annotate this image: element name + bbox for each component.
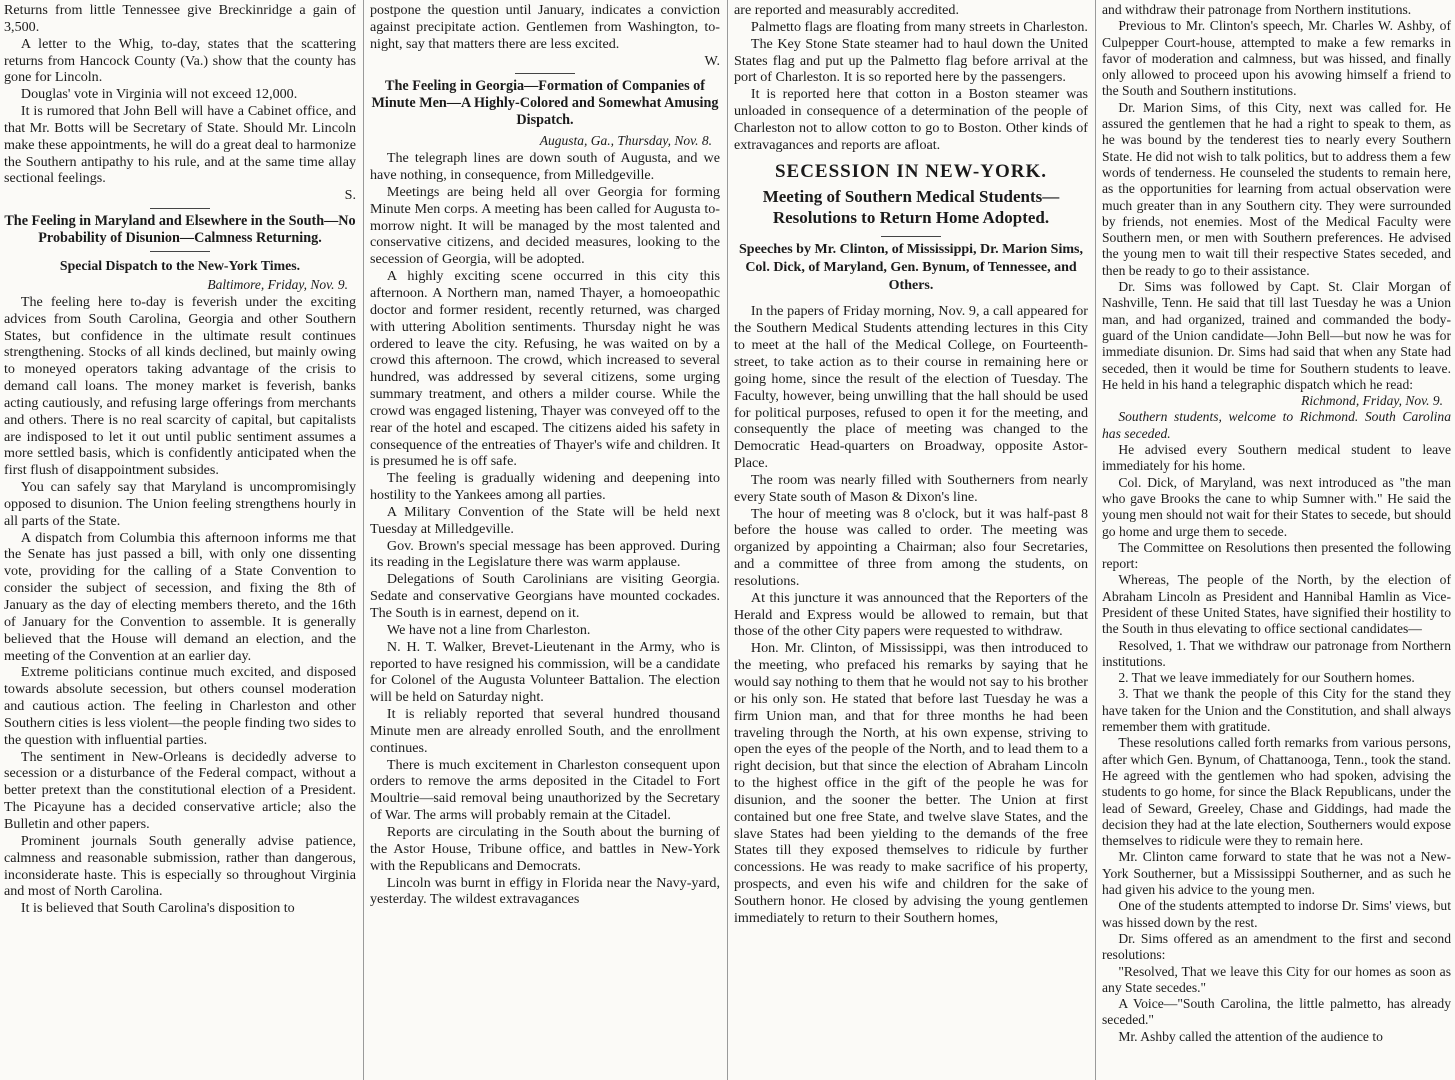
article-paragraph: Extreme politicians continue much excited, and disposed towards absolute secession, but others counsel moderation and cautious action. The feeling in Charleston and other Southern cities is less violent—the people finding two sides to the question with influential parties. (4, 664, 356, 748)
article-paragraph: 3. That we thank the people of this City for the stand they have taken for the Union and the Constitution, and shall always remember them with gratitude. (1102, 686, 1451, 735)
column-divider (727, 0, 728, 1080)
article-paragraph: A Military Convention of the State will be held next Tuesday at Milledgeville. (370, 503, 720, 537)
article-paragraph: The feeling here to-day is feverish under the exciting advices from South Carolina, Georgia and other Southern States, but confidence in the ultimate result continues strengthening. Stocks of all kinds declined, but mainly owing to moneyed operators taking advantage of the crisis to demand call loans. The money market is feverish, banks acting cautiously, and refusing large offerings from merchants and others. There is no real scarcity of capital, but capitalists are indisposed to let it out until public sentiment assumes a more settled basis, which is confidently anticipated when the first flush of disappointment subsides. (4, 293, 356, 479)
article-paragraph: It is rumored that John Bell will have a Cabinet office, and that Mr. Botts will be Secretary of State. Should Mr. Lincoln make these appointments, he will do a great deal to harmonize the Southern antipathy to his rule, and at the same time allay sectional feelings. (4, 103, 356, 187)
article-paragraph: The hour of meeting was 8 o'clock, but it was half-past 8 before the house was called to order. The meeting was organized by appointing a Chairman; also four Secretaries, and a committee of three from among the students, on resolutions. (734, 505, 1088, 589)
article-paragraph: Lincoln was burnt in effigy in Florida near the Navy-yard, yesterday. The wildest extravagances (370, 874, 720, 908)
article-paragraph: The feeling is gradually widening and deepening into hostility to the Yankees among all parties. (370, 470, 720, 504)
article-paragraph: Dr. Marion Sims, of this City, next was called for. He assured the gentlemen that he had a right to speak to them, as he was bound by the tenderest ties to nearly every Southern State. He did not wish to talk politics, but to address them a few words of tenderness. He counseled the students to remain here, as the opportunities for learning from actual observation were much greater than in any Southern city. They were surrounded by friends, not enemies. Most of the Medical Faculty were Southern men, or men with Southern preferences. He advised the young men to wait till their respective States seceded, and then be ready to go to their assistance. (1102, 99, 1451, 278)
article-paragraph: A dispatch from Columbia this afternoon informs me that the Senate has just passed a bill, with only one dissenting vote, providing for the calling of a State Convention to consider the subject of secession, and fixing the 8th of January as the day of electing members thereto, and the 16th of January for the Convention to assemble. It is generally believed that the House will demand an election, and the meeting of the Convention at an earlier day. (4, 529, 356, 664)
article-paragraph: Prominent journals South generally advise patience, calmness and reasonable submission, rather than dangerous, inconsiderate haste. This is especially so throughout Virginia and most of North Carolina. (4, 832, 356, 900)
article-paragraph: Returns from little Tennessee give Breckinridge a gain of 3,500. (4, 2, 356, 35)
article-paragraph: It is reported here that cotton in a Boston steamer was unloaded in consequence of a determination of the people of Charleston not to allow cotton to go to Boston. Other kinds of extravagances and reports are afloat. (734, 86, 1088, 153)
article-subheading: Special Dispatch to the New-York Times. (59, 258, 301, 274)
article-paragraph: Delegations of South Carolinians are visiting Georgia. Sedate and conservative Georgians have mounted cockades. The South is in earnest, depend on it. (370, 571, 720, 621)
section-rule (150, 208, 210, 209)
article-paragraph: A highly exciting scene occurred in this city this afternoon. A Northern man, named Thayer, a homoeopathic doctor and former resident, recently returned, was charged with uttering Abolition sentiments. Thursday night he was ordered to leave the city. Refusing, he was waited on by a crowd this afternoon. The crowd, which increased to several hundred, was addressed by several citizens, some urging summary treatment, and others a milder course. While the crowd was engaged listening, Thayer was conveyed off to the rear of the hotel and escaped. The citizens aided his safety in consequence of the entreaties of Thayer's wife and children. It is presumed he is off safe. (370, 268, 720, 470)
correspondent-signature: W. (704, 52, 720, 69)
correspondent-signature: S. (344, 187, 356, 204)
column-4 (1098, 0, 1455, 1080)
column-divider (363, 0, 364, 1080)
article-paragraph: Hon. Mr. Clinton, of Mississippi, was then introduced to the meeting, who prefaced his remarks by saying that he would say nothing to them that he would not say to his brother or his only son. He stated that before last Tuesday he was a firm Union man, and that for three months he had been traveling through the North, at his own expense, striving to open the eyes of the people of the North, and to lead them to a right decision, but that since the election of Abraham Lincoln to the highest office in the gift of the people he was for disunion, and the sooner the better. The Union at first contained but one free State, and twelve slave States, and the slave States had been yielding to the demands of the free States till they exposed themselves to ridicule by further concessions. He was ready to make sacrifice of his property, prospects, and even his wife and children for the sake of Southern honor. He closed by advising the young gentlemen immediately to return to their Southern homes, (734, 640, 1088, 926)
section-rule (150, 251, 210, 252)
article-deck: Speeches by Mr. Clinton, of Mississippi, Dr. Marion Sims, Col. Dick, of Maryland, Gen. Bynum, of Tennessee, and Others. (739, 242, 1083, 294)
section-rule (881, 236, 941, 237)
article-paragraph: Southern students, welcome to Richmond. South Carolina has seceded. (1102, 409, 1451, 441)
article-paragraph: Palmetto flags are floating from many streets in Charleston. (750, 18, 1088, 35)
column-3 (730, 0, 1092, 1080)
article-paragraph: One of the students attempted to indorse Dr. Sims' views, but was hissed down by the rest. (1102, 898, 1451, 930)
article-paragraph: It is reliably reported that several hundred thousand Minute men are already enrolled South, and the enrollment continues. (370, 706, 720, 756)
dateline: Baltimore, Friday, Nov. 9. (207, 276, 348, 292)
article-paragraph: The Key Stone State steamer had to haul down the United States flag and put up the Palmetto flag before arrival at the port of Charleston. It is so reported here by the passengers. (734, 35, 1088, 86)
column-2 (366, 0, 724, 1080)
article-paragraph: In the papers of Friday morning, Nov. 9, a call appeared for the Southern Medical Students attending lectures in this City to meet at the hall of the Medical College, on Fourteenth-street, to take action as to their course in remaining here or going home, since the result of the election of Tuesday. The Faculty, however, being unwilling that the hall should be used for political purposes, refused to open it for the meeting, and consequently the place of meeting was changed to the Democratic Head-quarters on Broadway, opposite Astor-Place. (734, 303, 1088, 472)
article-paragraph: postpone the question until January, indicates a conviction against precipitate action. Gentlemen from Washington, to-night, say that matters there are less excited. (370, 2, 720, 52)
article-headline: The Feeling in Georgia—Formation of Companies of Minute Men—A Highly-Colored and Somewhat Amusing Dispatch. (371, 78, 719, 129)
article-paragraph: Col. Dick, of Maryland, was next introduced as "the man who gave Brooks the cane to whip Sumner with." He said the young men should not wait for their States to secede, but should go home and urge them to secede. (1102, 474, 1451, 539)
article-headline: The Feeling in Maryland and Elsewhere in the South—No Probability of Disunion—Calmness Returning. (4, 213, 356, 247)
article-paragraph: Mr. Clinton came forward to state that he was not a New-York Southerner, but a Mississippi Southerner, and as such he had given his advice to the young men. (1102, 849, 1451, 898)
column-1 (0, 0, 360, 1080)
article-paragraph: You can safely say that Maryland is uncompromisingly opposed to disunion. The Union feeling strengthens hourly in all parts of the State. (4, 479, 356, 529)
article-headline: Meeting of Southern Medical Students—Resolutions to Return Home Adopted. (762, 187, 1060, 228)
article-paragraph: Mr. Ashby called the attention of the audience to (1118, 1028, 1383, 1044)
article-paragraph: Gov. Brown's special message has been approved. During its reading in the Legislature there was warm applause. (370, 537, 720, 571)
article-paragraph: "Resolved, That we leave this City for our homes as soon as any State secedes." (1102, 963, 1451, 995)
article-paragraph: Reports are circulating in the South about the burning of the Astor House, Tribune office, and battles in New-York with the Republicans and Democrats. (370, 823, 720, 874)
article-paragraph: The telegraph lines are down south of Augusta, and we have nothing, in consequence, from Milledgeville. (370, 150, 720, 184)
article-paragraph: Whereas, The people of the North, by the election of Abraham Lincoln as President and Hannibal Hamlin as Vice-President of these United States, have signified their hostility to the South in thus elevating to office sectional candidates— (1102, 572, 1451, 637)
article-paragraph: N. H. T. Walker, Brevet-Lieutenant in the Army, who is reported to have resigned his commission, will be a candidate for Colonel of the Augusta Volunteer Battalion. The election will be held on Saturday night. (370, 638, 720, 706)
article-paragraph: A Voice—"South Carolina, the little palmetto, has already seceded." (1102, 996, 1451, 1028)
article-paragraph: It is believed that South Carolina's disposition to (20, 900, 295, 917)
article-paragraph: 2. That we leave immediately for our Southern homes. (1118, 670, 1415, 686)
article-paragraph: The sentiment in New-Orleans is decidedly adverse to secession or a disturbance of the Federal compact, without a better pretext than the constitutional election of a President. The Picayune has a decided conservative article; also the Bulletin and other papers. (4, 748, 356, 832)
article-paragraph: We have not a line from Charleston. (386, 621, 591, 638)
article-paragraph: Dr. Sims offered as an amendment to the first and second resolutions: (1102, 930, 1451, 963)
article-paragraph: Previous to Mr. Clinton's speech, Mr. Charles W. Ashby, of Culpepper Court-house, attempted to make a few remarks in favor of moderation and calmness, but was hissed, and finally only allowed to proceed upon his avowing himself a friend to the South and Southern institutions. (1102, 18, 1451, 99)
article-paragraph: Meetings are being held all over Georgia for forming Minute Men corps. A meeting has been called for Augusta to-morrow night. It will be managed by the most talented and conservative citizens, and decided measures, looking to the secession of Georgia, will be adopted. (370, 183, 720, 268)
dateline: Augusta, Ga., Thursday, Nov. 8. (539, 133, 712, 149)
article-paragraph: At this juncture it was announced that the Reporters of the Herald and Express would be allowed to remain, but that those of the other City papers were requested to withdraw. (734, 589, 1088, 640)
article-paragraph: Douglas' vote in Virginia will not exceed 12,000. (20, 86, 298, 103)
section-title: SECESSION IN NEW-YORK. (774, 160, 1048, 182)
article-paragraph: There is much excitement in Charleston consequent upon orders to remove the arms deposited in the Citadel to Fort Moultrie—said removal being unauthorized by the Secretary of War. The arms will probably remain at the Citadel. (370, 756, 720, 824)
article-paragraph: The Committee on Resolutions then presented the following report: (1102, 539, 1451, 572)
article-paragraph: Resolved, 1. That we withdraw our patronage from Northern institutions. (1102, 637, 1451, 669)
article-paragraph: The room was nearly filled with Southerners from nearly every State south of Mason & Dixon's line. (734, 471, 1088, 505)
article-paragraph: He advised every Southern medical student to leave immediately for his home. (1102, 442, 1451, 474)
article-paragraph: These resolutions called forth remarks from various persons, after which Gen. Bynum, of Chattanooga, Tenn., took the stand. He agreed with the gentlemen who had spoken, advising the students to go home, for since the Black Republicans, under the lead of Seward, Greeley, Chase and Giddings, had made the decision they had at the late election, Southerners would expose themselves to ridicule were they to remain here. (1102, 735, 1451, 849)
section-rule (515, 73, 575, 74)
article-paragraph: Dr. Sims was followed by Capt. St. Clair Morgan of Nashville, Tenn. He said that till last Tuesday he was a Union man, and had organized, trained and commanded the body-guard of the Union candidate—John Bell—but now he was for immediate disunion. Dr. Sims had said that when any State had seceded, then it would be time for Southern students to leave. He held in his hand a telegraphic dispatch which he read: (1102, 279, 1451, 392)
dateline: Richmond, Friday, Nov. 9. (1301, 393, 1443, 409)
article-paragraph: are reported and measurably accredited. (734, 2, 959, 18)
article-paragraph: and withdraw their patronage from Northern institutions. (1102, 2, 1412, 17)
column-divider (1095, 0, 1096, 1080)
article-paragraph: A letter to the Whig, to-day, states that the scattering returns from Hancock County (Va.) show that the county has gone for Lincoln. (4, 35, 356, 86)
